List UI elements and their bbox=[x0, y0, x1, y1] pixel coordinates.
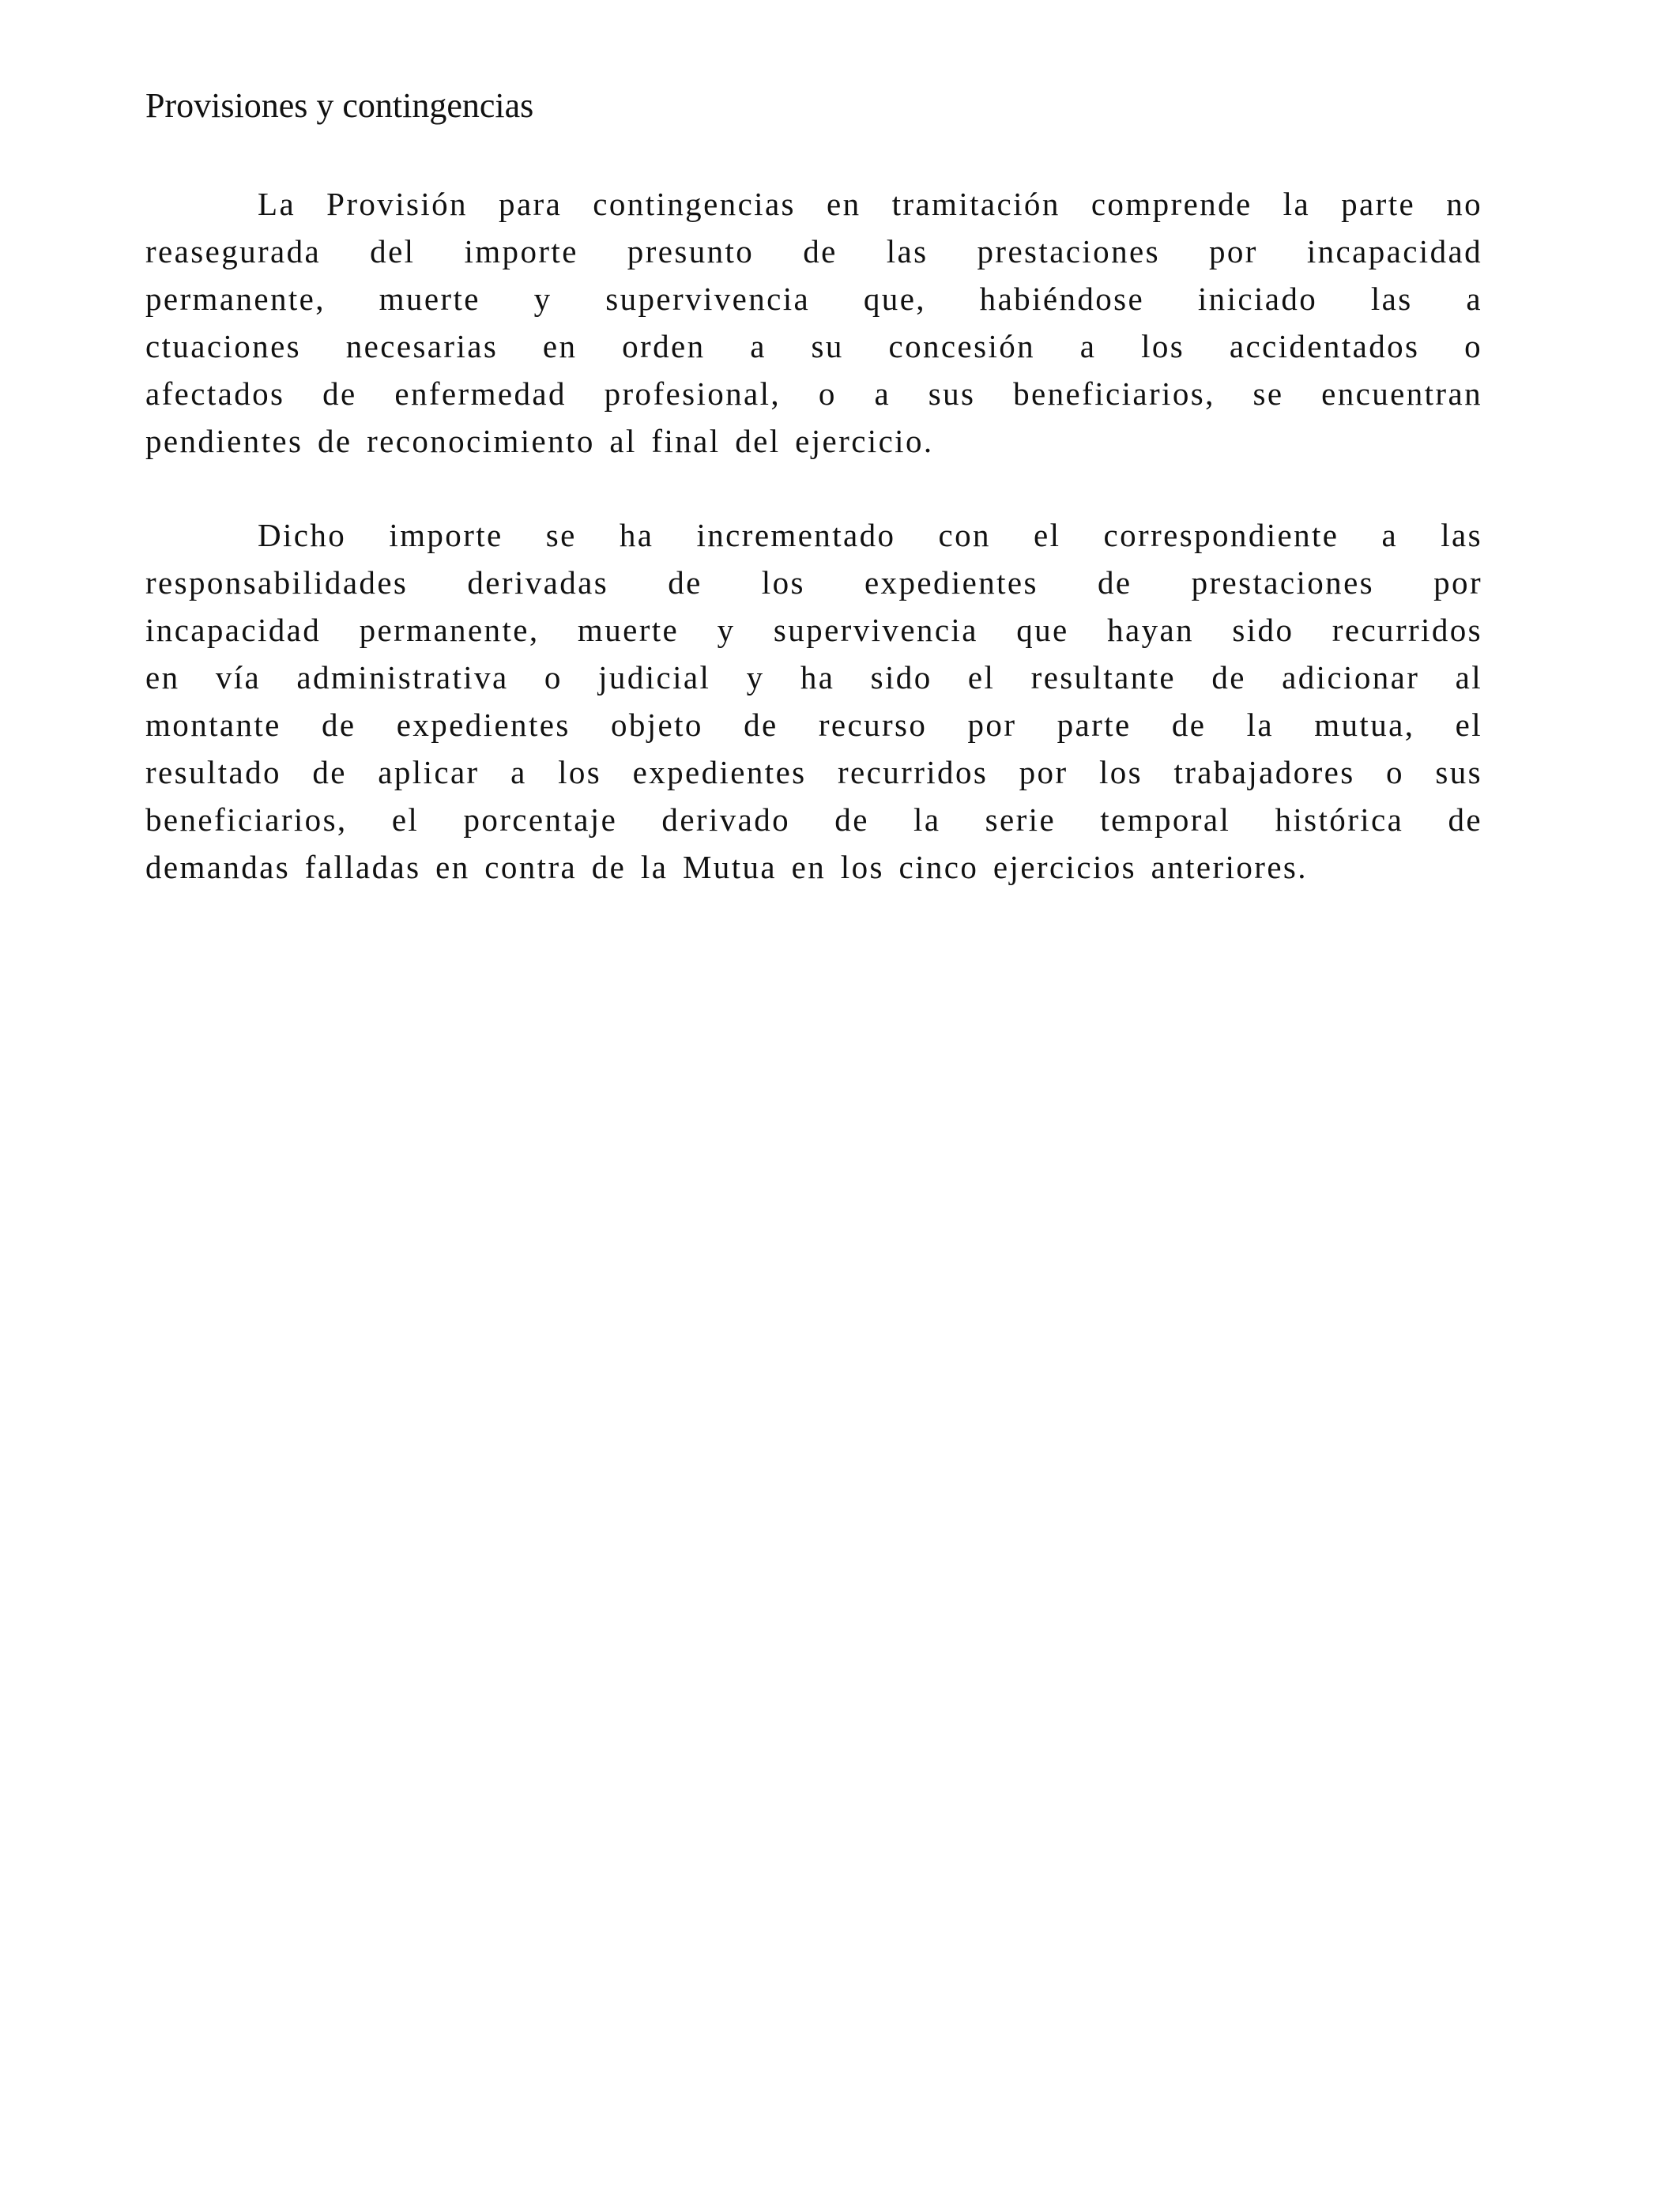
paragraph-line: en vía administrativa o judicial y ha sido el resultante de adicionar al bbox=[145, 659, 1482, 696]
paragraph-line: responsabilidades derivadas de los expedientes de prestaciones por bbox=[145, 564, 1482, 601]
paragraph-provision bbox=[145, 180, 1482, 465]
paragraph-line: La Provisión para contingencias en tramitación comprende la parte no bbox=[258, 186, 1482, 222]
paragraph-line: ctuaciones necesarias en orden a su concesión a los accidentados o bbox=[145, 328, 1482, 364]
paragraph-line: incapacidad permanente, muerte y supervivencia que hayan sido recurridos bbox=[145, 612, 1482, 648]
paragraph-importe bbox=[145, 511, 1482, 891]
paragraph-line: resultado de aplicar a los expedientes recurridos por los trabajadores o sus bbox=[145, 754, 1482, 790]
paragraph-line: montante de expedientes objeto de recurso por parte de la mutua, el bbox=[145, 707, 1482, 743]
paragraph-line: afectados de enfermedad profesional, o a sus beneficiarios, se encuentran bbox=[145, 375, 1482, 412]
section-heading: Provisiones y contingencias bbox=[145, 86, 534, 125]
paragraph-line: demandas falladas en contra de la Mutua en los cinco ejercicios anteriores. bbox=[145, 849, 1308, 885]
paragraph-line: reasegurada del importe presunto de las prestaciones por incapacidad bbox=[145, 233, 1482, 270]
paragraph-line: permanente, muerte y supervivencia que, habiéndose iniciado las a bbox=[145, 281, 1482, 317]
paragraph-line: Dicho importe se ha incrementado con el correspondiente a las bbox=[258, 517, 1482, 553]
paragraph-line: pendientes de reconocimiento al final del ejercicio. bbox=[145, 423, 934, 459]
paragraph-line: beneficiarios, el porcentaje derivado de la serie temporal histórica de bbox=[145, 801, 1482, 838]
